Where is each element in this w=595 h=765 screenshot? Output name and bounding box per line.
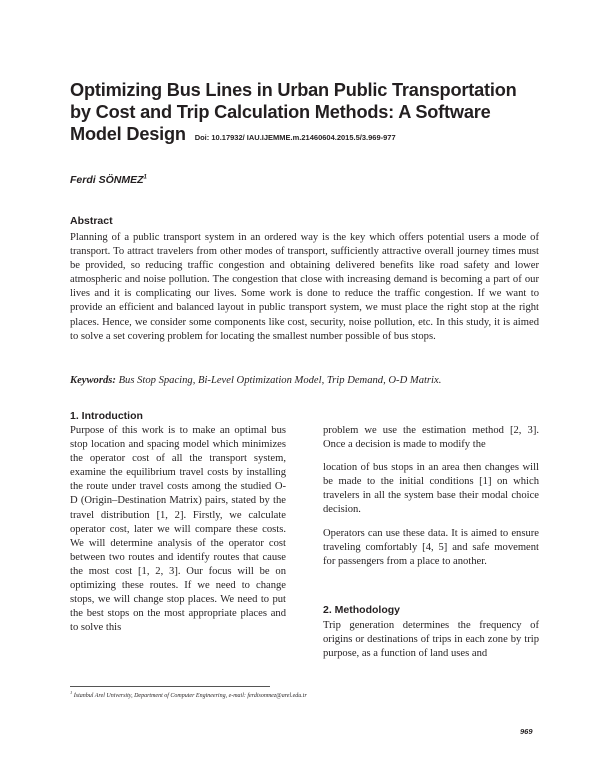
- right-paragraph-3: Operators can use these data. It is aimed to ensure traveling comfortably [4, 5] and safe movement for passengers from a place to another.: [323, 527, 539, 567]
- footnote: [70, 690, 307, 699]
- right-paragraph-2: location of bus stops in an area then changes will be made to the initial conditions [1] on which travelers in all the system base their modal choice decision.: [323, 462, 539, 516]
- methodology-paragraph: Trip generation determines the frequency of origins or destinations of trips in each zone by trip purpose, as a function of land uses and: [323, 620, 539, 660]
- abstract-heading: Abstract: [70, 215, 113, 227]
- paper-title-text: Optimizing Bus Lines in Urban Public Transportation by Cost and Trip Calculation Methods: A Software Model Design: [70, 80, 517, 144]
- introduction-paragraph: Purpose of this work is to make an optimal bus stop location and spacing model which minimizes the operator cost of all the transport system, examine the equilibrium travel costs by installing the route under travel costs among the studied O-D (Origin–Destination Matrix) pairs, stated by the travel distribution [1, 2]. Firstly, we calculate operator cost, later we will compare these costs. We will determine analysis of the operator cost between two routes and identify routes that cause the most cost [1, 2, 3]. Our focus will be on optimizing these routes. If we need to change stops, we will change stop places. We need to put the best stops on the most appropriate places and to solve this: [70, 425, 286, 634]
- author-name: [70, 174, 147, 186]
- footnote-mark: 1: [70, 690, 73, 695]
- page-number: 969: [520, 727, 533, 736]
- paper-title: [70, 79, 540, 149]
- abstract-text: Planning of a public transport system in an ordered way is the key which offers potential users a mode of transport. To attract travelers from other modes of transport, sufficiently attractive overall journey times must be provided, so reducing traffic congestion and obtaining delivered benefits like road safety and lower atmospheric and noise pollution. The congestion that close with increasing demand is becoming a part of our lives and it is complicating our lives. Some work is done to reduce the traffic congestion. If we want to provide an efficient and balanced layout in public transport system, we must place the right stop at the right places. Hence, we consider some components like cost, security, noise pollution, etc. In this study, it is aimed to solve a set covering problem for locating the smallest number possible of bus stops.: [70, 232, 539, 342]
- methodology-heading: 2. Methodology: [323, 604, 400, 616]
- right-paragraph-1: problem we use the estimation method [2, 3]. Once a decision is made to modify the: [323, 425, 539, 451]
- author-name-text: Ferdi SÖNMEZ: [70, 174, 144, 186]
- introduction-heading: 1. Introduction: [70, 410, 143, 422]
- footnote-divider: [70, 686, 270, 687]
- keywords: [70, 375, 539, 386]
- doi-label: Doi: 10.17932/ IAU.IJEMME.m.21460604.2015.5/3.969-977: [194, 133, 396, 142]
- keywords-label: Keywords:: [70, 375, 116, 386]
- footnote-text: İstanbul Arel University, Department of Computer Engineering, e-mail: ferdisonmez@arel.edu.tr: [73, 693, 307, 699]
- keywords-text: Bus Stop Spacing, Bi-Level Optimization Model, Trip Demand, O-D Matrix.: [118, 375, 442, 386]
- author-footnote-mark: 1: [143, 174, 147, 181]
- left-column: [70, 424, 286, 635]
- methodology-column: [323, 619, 539, 661]
- right-column: [323, 424, 539, 569]
